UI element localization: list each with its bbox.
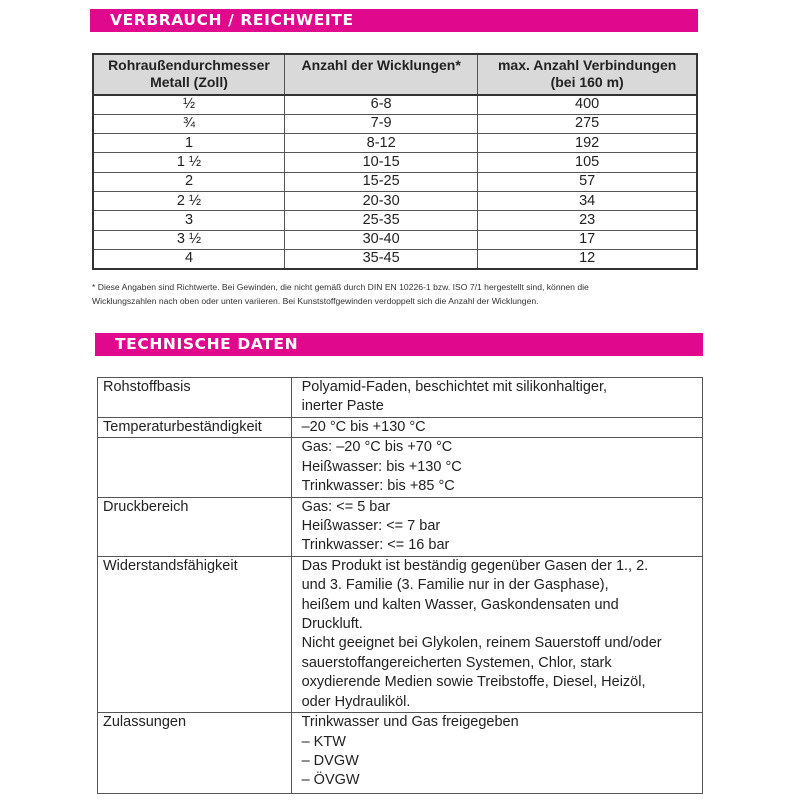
table-row	[93, 211, 697, 230]
table-row	[93, 95, 697, 114]
cell-max-connections: 192	[478, 134, 697, 153]
header-max-connections: max. Anzahl Verbindungen (bei 160 m)	[478, 54, 697, 95]
cell-diameter: ¾	[93, 114, 284, 133]
footnote-line-2: Wicklungszahlen nach oben oder unten variieren. Bei Kunststoffgewinden verdoppelt sich die Anzahl der Wicklungen.	[92, 296, 539, 306]
cell-max-connections: 34	[478, 191, 697, 210]
cell-windings: 7-9	[284, 114, 477, 133]
property-label: Rohstoffbasis	[98, 378, 292, 418]
cell-windings: 8-12	[284, 134, 477, 153]
cell-max-connections: 12	[478, 249, 697, 268]
table-row	[93, 249, 697, 268]
cell-windings: 20-30	[284, 191, 477, 210]
table-row	[93, 114, 697, 133]
property-value: Polyamid-Faden, beschichtet mit silikonhaltiger, inerter Paste	[291, 378, 702, 418]
consumption-table	[92, 53, 698, 270]
cell-diameter: 4	[93, 249, 284, 268]
cell-diameter: 2	[93, 172, 284, 191]
cell-windings: 15-25	[284, 172, 477, 191]
table-row	[93, 153, 697, 172]
cell-diameter: 3 ½	[93, 230, 284, 249]
table-row	[98, 438, 703, 497]
cell-windings: 6-8	[284, 95, 477, 114]
section-header-consumption	[90, 9, 698, 32]
cell-max-connections: 23	[478, 211, 697, 230]
cell-diameter: 1 ½	[93, 153, 284, 172]
table-header-row	[93, 54, 697, 95]
cell-windings: 10-15	[284, 153, 477, 172]
property-label: Widerstandsfähigkeit	[98, 556, 292, 712]
table-row	[98, 556, 703, 712]
header-windings: Anzahl der Wicklungen*	[284, 54, 477, 95]
table-row	[93, 191, 697, 210]
property-value: Trinkwasser und Gas freigegeben – KTW – DVGW – ÖVGW	[291, 713, 702, 794]
cell-windings: 25-35	[284, 211, 477, 230]
table-row	[98, 418, 703, 438]
cell-windings: 35-45	[284, 249, 477, 268]
property-label: Druckbereich	[98, 497, 292, 556]
technical-data-table	[97, 377, 703, 794]
table-row	[98, 497, 703, 556]
cell-max-connections: 275	[478, 114, 697, 133]
property-label	[98, 438, 292, 497]
table-row	[98, 378, 703, 418]
cell-max-connections: 17	[478, 230, 697, 249]
cell-diameter: 3	[93, 211, 284, 230]
cell-max-connections: 400	[478, 95, 697, 114]
property-label: Temperaturbeständigkeit	[98, 418, 292, 438]
table-row	[98, 713, 703, 794]
table-row	[93, 172, 697, 191]
cell-diameter: 2 ½	[93, 191, 284, 210]
property-label: Zulassungen	[98, 713, 292, 794]
property-value: –20 °C bis +130 °C	[291, 418, 702, 438]
cell-max-connections: 105	[478, 153, 697, 172]
footnote-line-1: * Diese Angaben sind Richtwerte. Bei Gewinden, die nicht gemäß durch DIN EN 10226-1 bzw. ISO 7/1 hergestellt sind, können die	[92, 282, 589, 292]
property-value: Das Produkt ist beständig gegenüber Gasen der 1., 2. und 3. Familie (3. Familie nur in der Gasphase), heißem und kalten Wasser, Gaskondensaten und Druckluft. Nicht geeignet bei Glykolen, reinem Sauerstoff und/oder sauerstoffangereicherten Systemen, Chlor, stark oxydierende Medien sowie Treibstoffe, Diesel, Heizöl, oder Hydrauliköl.	[291, 556, 702, 712]
section-header-technical	[95, 333, 703, 356]
cell-diameter: 1	[93, 134, 284, 153]
header-diameter: Rohraußendurchmesser Metall (Zoll)	[93, 54, 284, 95]
cell-windings: 30-40	[284, 230, 477, 249]
table-row	[93, 134, 697, 153]
property-value: Gas: <= 5 bar Heißwasser: <= 7 bar Trinkwasser: <= 16 bar	[291, 497, 702, 556]
cell-diameter: ½	[93, 95, 284, 114]
section-title: TECHNISCHE DATEN	[115, 335, 299, 353]
table-row	[93, 230, 697, 249]
footnote	[92, 280, 712, 308]
property-value: Gas: –20 °C bis +70 °C Heißwasser: bis +130 °C Trinkwasser: bis +85 °C	[291, 438, 702, 497]
section-title: VERBRAUCH / REICHWEITE	[110, 11, 354, 29]
cell-max-connections: 57	[478, 172, 697, 191]
